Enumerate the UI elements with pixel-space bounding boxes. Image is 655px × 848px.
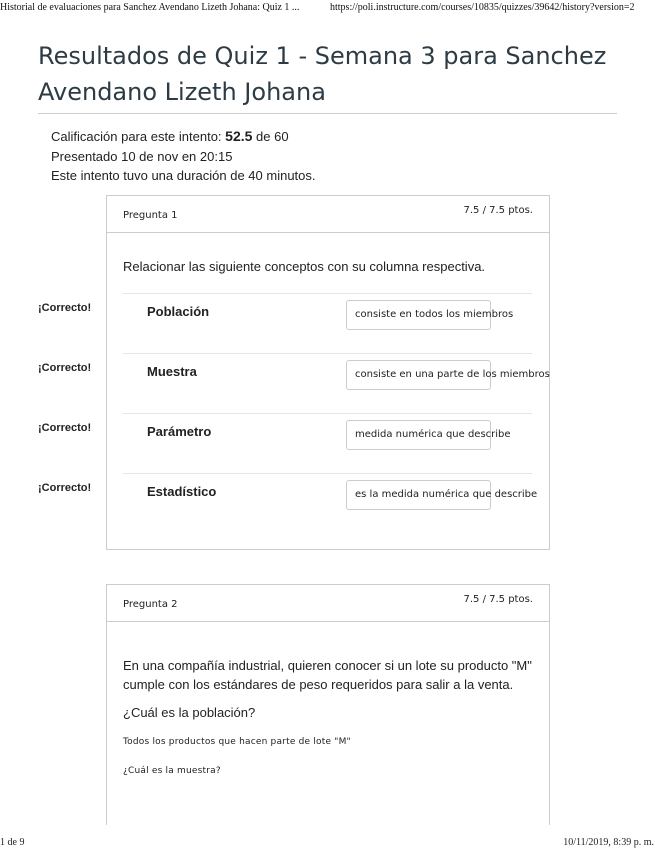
score-value: 52.5	[225, 128, 253, 144]
question-card-1	[106, 195, 550, 550]
page-title: Resultados de Quiz 1 - Semana 3 para Sanchez Avendano Lizeth Johana	[38, 42, 607, 106]
match-term: Muestra	[147, 364, 197, 379]
match-answer-select[interactable]: medida numérica que describe	[346, 420, 491, 450]
match-answer-select[interactable]: consiste en una parte de los miembros	[346, 360, 491, 390]
row-divider	[123, 413, 532, 414]
correct-badge: ¡Correcto!	[38, 302, 92, 314]
question-card-2	[106, 584, 550, 825]
question-prompt: Relacionar las siguiente conceptos con su columna respectiva.	[123, 259, 486, 274]
print-timestamp: 10/11/2019, 8:39 p. m.	[563, 837, 654, 848]
title-divider	[38, 113, 617, 114]
submitted-line: Presentado 10 de nov en 20:15	[51, 149, 233, 164]
match-answer-select[interactable]: consiste en todos los miembros	[346, 300, 491, 330]
row-divider	[123, 473, 532, 474]
row-divider	[123, 293, 532, 294]
match-term: Estadístico	[147, 484, 217, 499]
question-prompt-line: En una compañía industrial, quieren conocer si un lote su producto "M"	[123, 658, 532, 673]
question-points: 7.5 / 7.5 ptos.	[463, 594, 533, 605]
question-label: Pregunta 1	[123, 210, 178, 221]
question-label: Pregunta 2	[123, 599, 178, 610]
question-header	[107, 585, 549, 622]
sub-question: ¿Cuál es la muestra?	[123, 766, 221, 776]
duration-line: Este intento tuvo una duración de 40 minutos.	[51, 168, 316, 183]
question-header	[107, 196, 549, 233]
print-header-url: https://poli.instructure.com/courses/10835/quizzes/39642/history?version=2	[330, 2, 635, 13]
correct-badge: ¡Correcto!	[38, 422, 92, 434]
sub-question: ¿Cuál es la población?	[123, 705, 256, 720]
score-line	[51, 128, 289, 144]
correct-badge: ¡Correcto!	[38, 482, 92, 494]
score-suffix: de 60	[256, 129, 289, 144]
answer-text: Todos los productos que hacen parte de lote "M"	[123, 737, 351, 747]
question-points: 7.5 / 7.5 ptos.	[463, 205, 533, 216]
match-term: Población	[147, 304, 210, 319]
score-prefix: Calificación para este intento:	[51, 129, 222, 144]
question-prompt-line: cumple con los estándares de peso requeridos para salir a la venta.	[123, 677, 514, 692]
page-counter: 1 de 9	[0, 837, 25, 848]
correct-badge: ¡Correcto!	[38, 362, 92, 374]
match-term: Parámetro	[147, 424, 212, 439]
print-header-title: Historial de evaluaciones para Sanchez Avendano Lizeth Johana: Quiz 1 ...	[0, 2, 300, 13]
match-answer-select[interactable]: es la medida numérica que describe	[346, 480, 491, 510]
row-divider	[123, 353, 532, 354]
